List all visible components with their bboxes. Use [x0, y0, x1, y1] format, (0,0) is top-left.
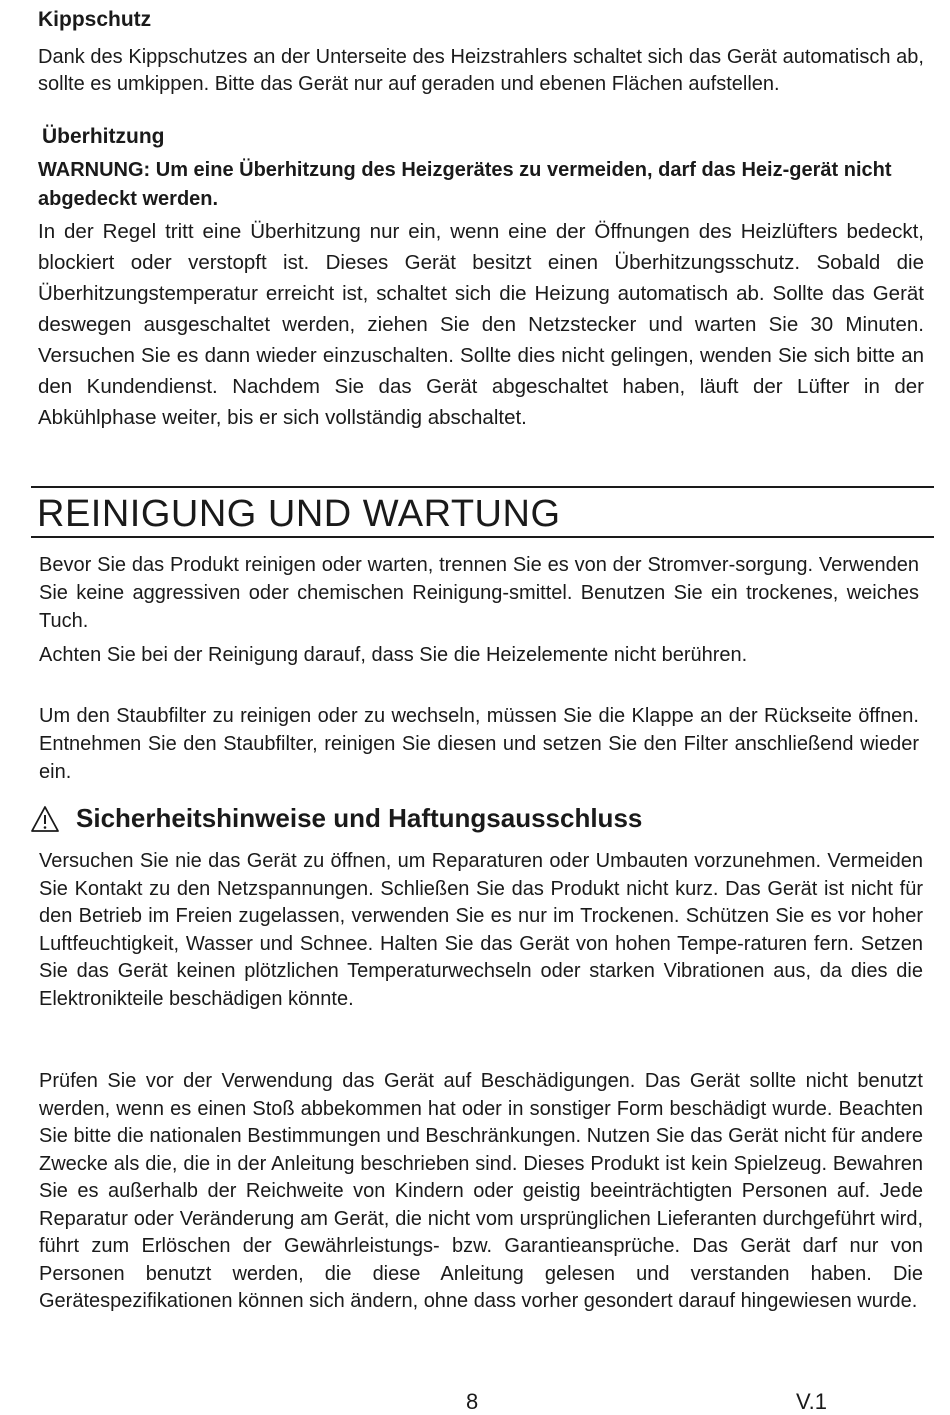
reinigung-paragraph-3: Um den Staubfilter zu reinigen oder zu wechseln, müssen Sie die Klappe an der Rückseite öffnen. Entnehmen Sie den Staubfilter, reinigen Sie diesen und setzen Sie den Filter anschließend wieder ein. [39, 705, 919, 783]
sicherheit-paragraph-2: Prüfen Sie vor der Verwendung das Gerät auf Beschädigungen. Das Gerät sollte nicht benutzt werden, wenn es einen Stoß abbekommen hat oder in sonstiger Form beschädigt wurde. Beachten Sie bitte die nationalen Bestimmungen und Beschränkungen. Nutzen Sie das Gerät nicht für andere Zwecke als die, die in der Anleitung beschrieben sind. Dieses Produkt ist kein Spielzeug. Bewahren Sie es außerhalb der Reichweite von Kindern oder geistig beeinträchtigten Personen auf. Jede Reparatur oder Veränderung am Gerät, die nicht vom ursprünglichen Lieferanten durchgeführt wird, führt zum Erlöschen der Gewährleistungs- bzw. Garantieansprüche. Das Gerät darf nur von Personen benutzt werden, die diese Anleitung gelesen und verstanden haben. Die Gerätespezifikationen können sich ändern, ohne dass vorher gesondert darauf hingewiesen wurde. [39, 1070, 923, 1312]
reinigung-paragraph-2: Achten Sie bei der Reinigung darauf, dass Sie die Heizelemente nicht berühren. [39, 644, 748, 666]
page-number: 8 [466, 1389, 479, 1414]
sicherheit-heading: Sicherheitshinweise und Haftungsausschluss [76, 803, 643, 833]
ueberhitzung-text: In der Regel tritt eine Überhitzung nur ein, wenn eine der Öffnungen des Heizlüfters bedeckt, blockiert oder verstopft ist. Dieses Gerät besitzt einen Überhitzungsschutz. Sobald die Überhitzungstemperatur erreicht ist, schaltet sich die Heizung automatisch ab. Sollte das Gerät deswegen ausgeschaltet werden, ziehen Sie den Netzstecker und warten Sie 30 Minuten. Versuchen Sie es dann wieder einzuschalten. Sollte dies nicht gelingen, wenden Sie sich bitte an den Kundendienst. Nachdem Sie das Gerät abgeschaltet haben, läuft der Lüfter in der Abkühlphase weiter, bis er sich vollständig abschaltet. [38, 220, 924, 429]
reinigung-paragraph-1: Bevor Sie das Produkt reinigen oder warten, trennen Sie es von der Stromver-sorgung. Verwenden Sie keine aggressiven oder chemischen Reinigung-smittel. Benutzen Sie ein trockenes, weiches Tuch. [39, 554, 919, 632]
version-label: V.1 [796, 1389, 828, 1414]
section-rule-bottom [31, 536, 934, 538]
ueberhitzung-warning: WARNUNG: Um eine Überhitzung des Heizgerätes zu vermeiden, darf das Heiz-gerät nicht abgedeckt werden. [38, 159, 892, 210]
section-rule-top [31, 486, 934, 488]
kippschutz-heading: Kippschutz [38, 8, 152, 31]
warning-triangle-icon [30, 805, 60, 833]
kippschutz-text: Dank des Kippschutzes an der Unterseite des Heizstrahlers schaltet sich das Gerät automatisch ab, sollte es umkippen. Bitte das Gerät nur auf geraden und ebenen Flächen aufstellen. [38, 46, 924, 95]
ueberhitzung-heading: Überhitzung [42, 125, 165, 148]
reinigung-heading: REINIGUNG UND WARTUNG [37, 493, 561, 535]
sicherheit-paragraph-1: Versuchen Sie nie das Gerät zu öffnen, um Reparaturen oder Umbauten vorzunehmen. Vermeiden Sie Kontakt zu den Netzspannungen. Schließen Sie das Produkt nicht kurz. Das Gerät ist nicht für den Betrieb im Freien zugelassen, verwenden Sie es nur im Trockenen. Schützen Sie es vor hoher Luftfeuchtigkeit, Wasser und Schnee. Halten Sie das Gerät von hohen Tempe-raturen fern. Setzen Sie das Gerät keinen plötzlichen Temperaturwechseln oder starken Vibrationen aus, da dies die Elektronikteile beschädigen könnte. [39, 850, 923, 1010]
